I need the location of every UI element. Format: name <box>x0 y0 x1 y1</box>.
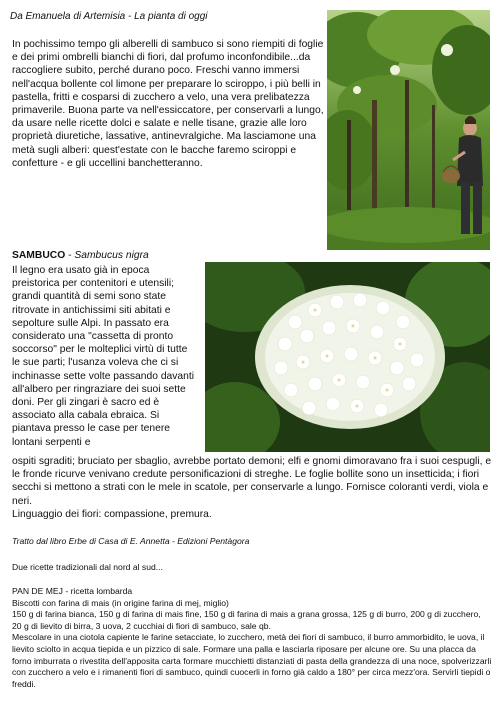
sambuco-heading <box>12 249 202 262</box>
book-source: Tratto dal libro Erbe di Casa di E. Annetta - Edizioni Pentàgora <box>12 536 250 546</box>
sambuco-heading-bold: SAMBUCO <box>12 250 66 261</box>
page-byline: Da Emanuela di Artemisia - La pianta di oggi <box>10 11 208 22</box>
sambuco-heading-latin: Sambucus nigra <box>74 250 149 261</box>
recipe-title: PAN DE MEJ - ricetta lombarda <box>12 586 133 596</box>
recipe-subtitle: Biscotti con farina di mais (in origine farina di mej, miglio) <box>12 597 229 608</box>
elder-tree-harvest-photo <box>327 10 490 250</box>
elderflower-photo <box>205 262 490 452</box>
sambuco-heading-separator: - <box>65 250 75 261</box>
sambuco-text-narrow: Il legno era usato già in epoca preistorica per contenitori e utensili; grandi quantità di semi sono state ritrovate in antichissimi siti abitati e sepolture sulle Alpi. In passato era considerato una "cassetta di pronto soccorso" per le molteplici virtù di tutte le sue parti; l'usanza voleva che ci si inchinasse sette volte passando davanti all'albero per ringraziare dei suoi sette doni. Per gli zingari è sacro ed è associato alla cabala ebraica. Si piantava presso le case per tenere lontani serpenti e <box>12 265 195 448</box>
sambuco-text-wide: ospiti sgraditi; bruciato per sbaglio, avrebbe portato demoni; elfi e gnomi dimoravano fra i suoi cespugli, e le fronde ricurve venivano credute personificazioni di streghe. Le foglie bollite sono un insetticida; i fiori secchi si mettono a strati con le mele in scatole, per conservarle a lungo. Fornisce coloranti verdi, viola e neri. <box>12 456 492 507</box>
recipe-method: Mescolare in una ciotola capiente le farine setacciate, lo zucchero, metà dei fiori di sambuco, il burro ammorbidito, le uova, il lievito sciolto in acqua tiepida e un pizzico di sale. Formare una palla e lasciarla riposare per alcune ore. Su una placca da forno imburrata o rivestita dell'apposita carta formare mucchietti distanziati di pasta della grandezza di una noce, spolverizzarli con zucchero a velo e i rimanenti fiori di sambuco, quindi cuocerli in forno già caldo a 180° per circa mezz'ora. Servirli tiepidi o freddi. <box>12 632 492 689</box>
recipe-block <box>12 586 492 690</box>
intro-paragraph: In pochissimo tempo gli alberelli di sambuco si sono riempiti di foglie e dei primi ombrelli bianchi di fiori, dal profumo inconfondibile...da raccogliere subito, perché durano poco. Freschi vanno immersi nell'acqua bollente col limone per preparare lo sciroppo, i più belli in pastella, fritti e cosparsi di zucchero a velo, una vera prelibatezza primaverile. Buona parte va nell'essiccatore, per conservarli a lungo, da usare nelle ricette dolci e salate e nelle tisane, grazie alle loro proprietà diuretiche, lassative, antinevralgiche. Ma lasciamone una metà sugli alberi: quest'estate con le bacche faremo sciroppi e confetture - e gli uccellini banchetteranno. <box>12 39 324 169</box>
sambuco-flowers-language: Linguaggio dei fiori: compassione, premura. <box>12 509 212 520</box>
recipe-ingredients: 150 g di farina bianca, 150 g di farina di mais fine, 150 g di farina di mais a grana grossa, 125 g di burro, 200 g di zucchero, 20 g di lievito di birra, 3 uova, 2 cucchiai di fiori di sambuco, sale qb. <box>12 609 481 631</box>
recipes-intro: Due ricette tradizionali dal nord al sud... <box>12 562 163 572</box>
